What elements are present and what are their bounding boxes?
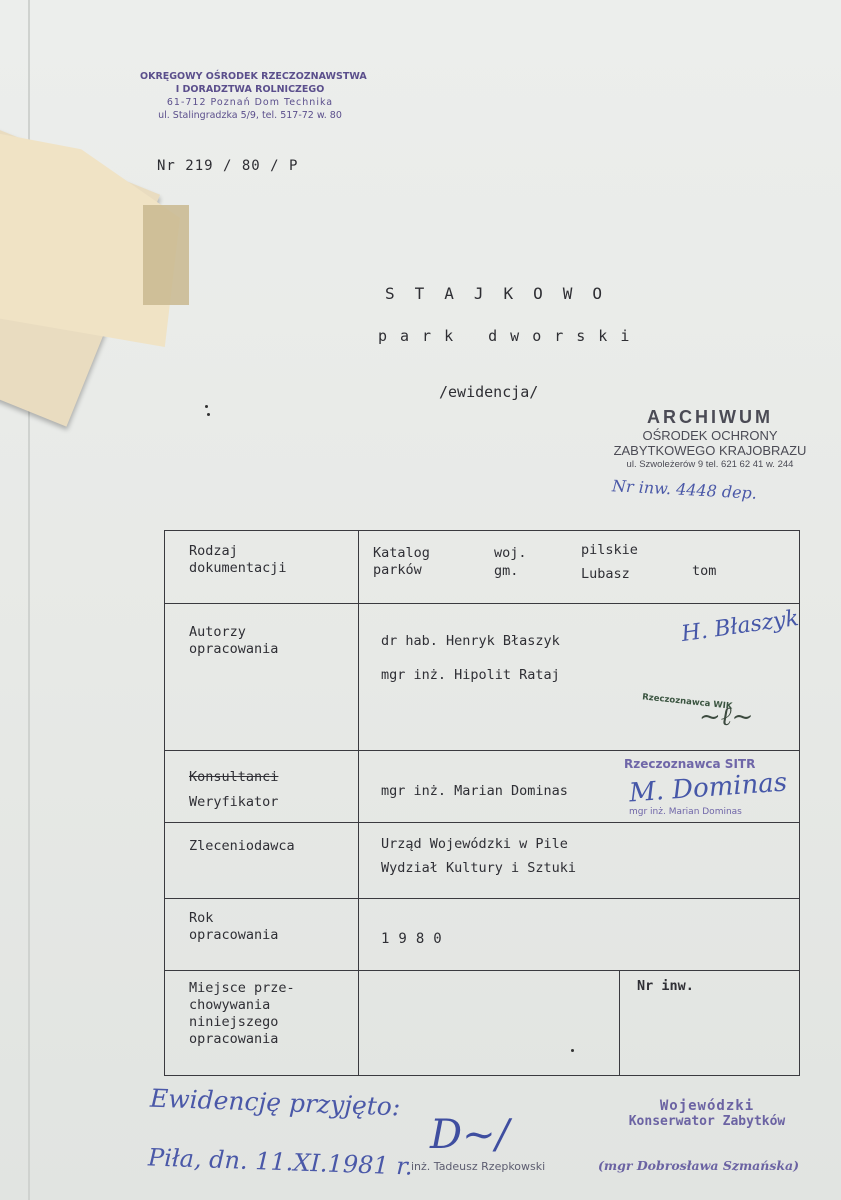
acceptance-handwritten: Ewidencję przyjęto: [149, 1083, 401, 1122]
table-row-rok [165, 899, 800, 971]
zleceniodawca-label: Zleceniodawca [189, 838, 295, 854]
document-title: STAJKOWO [385, 284, 623, 303]
institution-stamp-line2: I DORADZTWA ROLNICZEGO [175, 84, 325, 95]
nr-inw-label: Nr inw. [637, 978, 694, 994]
signature-blaszyk: H. Błaszyk [679, 605, 801, 648]
institution-stamp-line1: OKRĘGOWY OŚRODEK RZECZOZNAWSTWA [140, 71, 367, 82]
acceptance-date-handwritten: Piła, dn. 11.XI.1981 r. [147, 1143, 414, 1181]
rok-value: 1980 [381, 931, 451, 947]
inspector-name-stamp: inż. Tadeusz Rzepkowski [411, 1160, 546, 1173]
signature-inspector: D~/ [430, 1112, 510, 1158]
table-row-autorzy [165, 604, 800, 751]
woj-label: woj. [494, 545, 527, 561]
institution-stamp [140, 70, 367, 122]
adhesive-tape [143, 205, 189, 305]
nr-inw-divider [619, 971, 620, 1076]
autorzy-label: Autorzy opracowania [189, 624, 279, 657]
table-row-rodzaj [165, 531, 800, 604]
gm-label: gm. [494, 563, 519, 579]
inventory-handwritten-note: Nr inw. 4448 dep. [611, 476, 758, 503]
stamp-sitr-name: mgr inż. Marian Dominas [629, 807, 742, 817]
tom-label: tom [692, 563, 717, 579]
konsultanci-label: Konsultanci [189, 769, 279, 785]
signature-dominas: M. Dominas [628, 767, 789, 809]
weryfikator-label: Weryfikator [189, 794, 279, 810]
table-row-miejsce [165, 971, 800, 1076]
institution-stamp-line4: ul. Stalingradzka 5/9, tel. 517-72 w. 80 [158, 110, 342, 121]
author-2: mgr inż. Hipolit Rataj [381, 667, 560, 683]
zleceniodawca-line1: Urząd Wojewódzki w Pile [381, 836, 568, 852]
archive-stamp-address: ul. Szwoleżerów 9 tel. 621 62 41 w. 244 [626, 459, 794, 470]
table-row-zleceniodawca [165, 823, 800, 899]
institution-stamp-line3: 61-712 Poznań Dom Technika [166, 97, 334, 108]
document-subtitle: park dworski [378, 327, 643, 345]
conservator-title-2: Konserwator Zabytków [628, 1114, 786, 1129]
zleceniodawca-line2: Wydział Kultury i Sztuki [381, 860, 577, 876]
conservator-title-1: Wojewódzki [659, 1098, 755, 1114]
woj-value: pilskie [581, 542, 638, 558]
stamp-rzeczoznawca-sitr: Rzeczoznawca SITR [624, 757, 756, 771]
conservator-stamp [602, 1098, 812, 1129]
conservator-name: (mgr Dobrosława Szmańska) [598, 1158, 800, 1173]
rok-label: Rok opracowania [189, 910, 279, 943]
document-type: /ewidencja/ [439, 383, 539, 401]
miejsce-label: Miejsce prze- chowywania niniejszego opracowania [189, 980, 295, 1047]
gm-value: Lubasz [581, 566, 630, 582]
weryfikator-name: mgr inż. Marian Dominas [381, 783, 568, 799]
archive-stamp [590, 406, 830, 472]
author-1: dr hab. Henryk Błaszyk [381, 633, 560, 649]
documentation-card-table [164, 530, 800, 1076]
stamp-rzeczoznawca-wik: Rzeczoznawca WIK [641, 692, 733, 712]
archive-stamp-line3: ZABYTKOWEGO KRAJOBRAZU [613, 443, 807, 458]
document-number: Nr 219 / 80 / P [157, 158, 299, 174]
archive-stamp-title: ARCHIWUM [647, 407, 773, 427]
archive-stamp-line2: OŚRODEK OCHRONY [642, 428, 778, 443]
signature-rataj: ~ℓ~ [699, 702, 754, 732]
rodzaj-label: Rodzaj dokumentacji [189, 543, 287, 576]
katalog-parkow: Katalog parków [373, 545, 430, 578]
table-row-weryfikator [165, 751, 800, 823]
